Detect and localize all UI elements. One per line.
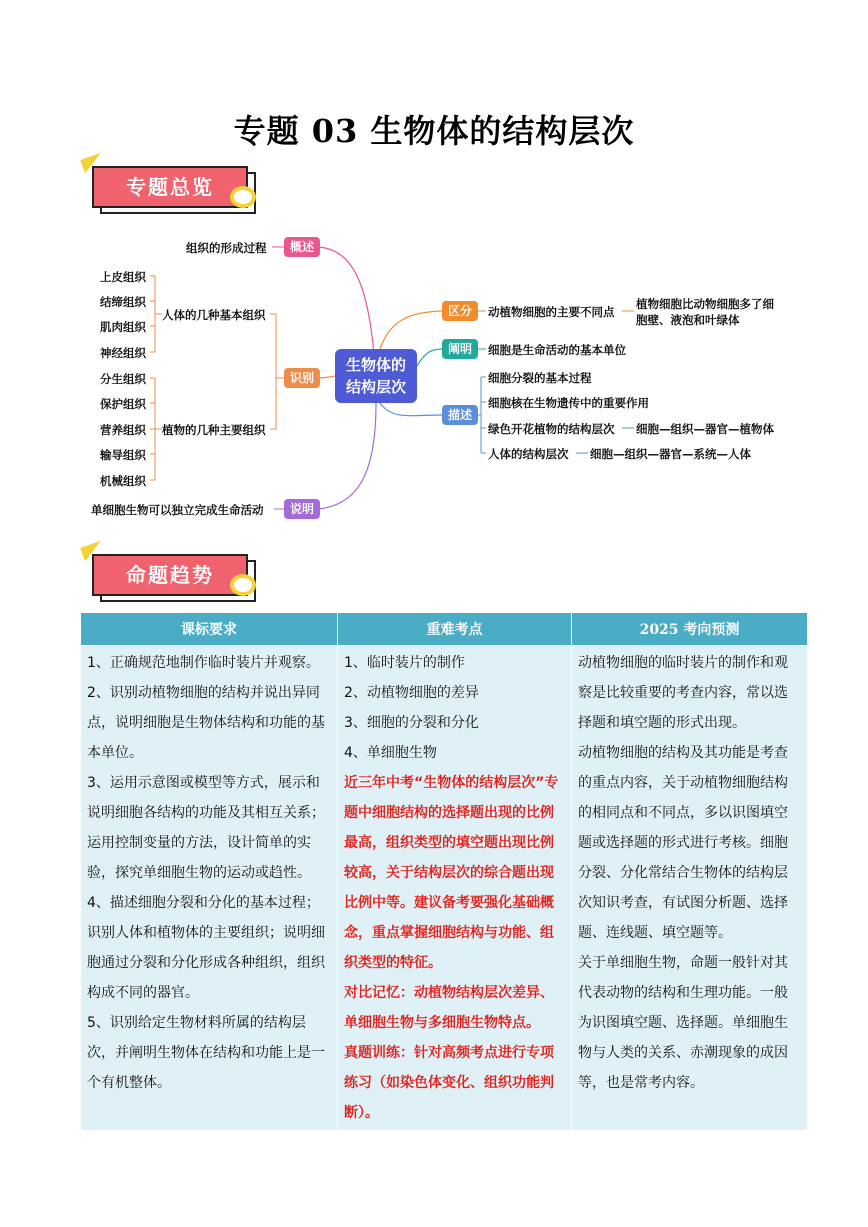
plant-tissue-item: 营养组织 <box>100 423 146 437</box>
human-tissue-item: 结缔组织 <box>100 295 146 309</box>
distinguish-detail-1: 植物细胞比动物细胞多了细 <box>636 297 774 311</box>
page-title: 专题 03 生物体的结构层次 <box>233 112 635 150</box>
tag-describe: 描述 <box>442 405 478 425</box>
table-row <box>81 646 808 1131</box>
forecast-item: 动植物细胞的结构及其功能是考查的重点内容，关于动植物细胞结构的相同点和不同点，多以识图填空题或选择题的形式进行考核。细胞分裂、分化常结合生物体的结构层次知识考查，有试图分析题、选择题、连线题、填空题等。 <box>578 745 788 941</box>
describe-item: 绿色开花植物的结构层次 <box>488 422 615 436</box>
ring-icon <box>230 574 256 596</box>
curriculum-item: 4、描述细胞分裂和分化的基本过程；识别人体和植物体的主要组织；说明细胞通过分裂和分化形成各种组织，组织构成不同的器官。 <box>87 895 325 1001</box>
mind-map-center <box>335 349 417 403</box>
plant-tissue-item: 机械组织 <box>100 474 146 488</box>
ribbon-label: 专题总览 <box>92 166 248 208</box>
distinguish-detail-2: 胞壁、液泡和叶绿体 <box>636 313 740 327</box>
key-point-item: 3、细胞的分裂和分化 <box>344 715 479 731</box>
human-tissues-label: 人体的几种基本组织 <box>162 308 266 322</box>
plant-levels: 细胞—组织—器官—植物体 <box>636 422 774 436</box>
tag-overview: 概述 <box>284 237 320 257</box>
describe-item: 人体的结构层次 <box>488 447 569 461</box>
key-points-cell <box>338 646 572 1131</box>
key-point-item: 4、单细胞生物 <box>344 745 437 761</box>
explain-item: 单细胞生物可以独立完成生命活动 <box>91 503 264 517</box>
header-cell: 重难考点 <box>338 613 572 646</box>
header-cell: 课标要求 <box>81 613 338 646</box>
key-point-item: 2、动植物细胞的差异 <box>344 685 479 701</box>
overview-item: 组织的形成过程 <box>186 241 267 255</box>
key-point-item: 1、临时装片的制作 <box>344 655 465 671</box>
trend-table <box>80 612 808 1131</box>
tag-identify: 识别 <box>284 368 320 388</box>
plant-tissue-item: 保护组织 <box>100 397 146 411</box>
mind-map <box>0 0 868 540</box>
human-levels: 细胞—组织—器官—系统—人体 <box>590 447 751 461</box>
curriculum-item: 3、运用示意图或模型等方式，展示和说明细胞各结构的功能及其相互关系；运用控制变量的方法，设计简单的实验，探究单细胞生物的运动或趋性。 <box>87 775 325 881</box>
human-tissue-item: 肌肉组织 <box>100 320 146 334</box>
curriculum-item: 5、识别给定生物材料所属的结构层次，并阐明生物体在结构和功能上是一个有机整体。 <box>87 1015 325 1091</box>
plant-tissue-item: 分生组织 <box>100 372 146 386</box>
header-cell: 2025 考向预测 <box>572 613 808 646</box>
emphasis-text: 真题训练：针对高频考点进行专项练习（如染色体变化、组织功能判断）。 <box>344 1045 554 1121</box>
plant-tissues-label: 植物的几种主要组织 <box>162 423 266 437</box>
section-ribbon-trend <box>92 552 272 604</box>
ribbon-label: 命题趋势 <box>92 554 248 596</box>
tag-explain: 说明 <box>284 499 320 519</box>
human-tissue-item: 神经组织 <box>100 346 146 360</box>
describe-item: 细胞核在生物遗传中的重要作用 <box>488 396 649 410</box>
forecast-cell <box>572 646 808 1131</box>
forecast-item: 关于单细胞生物，命题一般针对其代表动物的结构和生理功能。一般为识图填空题、选择题。单细胞生物与人类的关系、赤潮现象的成因等，也是常考内容。 <box>578 955 788 1091</box>
emphasis-text: 近三年中考“生物体的结构层次”专题中细胞结构的选择题出现的比例最高，组织类型的填空题出现比例较高，关于结构层次的综合题出现比例中等。建议备考要强化基础概念，重点掌握细胞结构与功能、组织类型的特征。 <box>344 775 559 971</box>
plant-tissue-item: 输导组织 <box>100 448 146 462</box>
curriculum-item: 2、识别动植物细胞的结构并说出异同点，说明细胞是生物体结构和功能的基本单位。 <box>87 685 325 761</box>
clarify-item: 细胞是生命活动的基本单位 <box>488 343 626 357</box>
tag-distinguish: 区分 <box>442 301 478 321</box>
curriculum-item: 1、正确规范地制作临时装片并观察。 <box>87 655 320 671</box>
curriculum-cell <box>81 646 338 1131</box>
table-header-row <box>81 613 808 646</box>
emphasis-text: 对比记忆：动植物结构层次差异、单细胞生物与多细胞生物特点。 <box>344 985 554 1031</box>
tag-clarify: 阐明 <box>442 339 478 359</box>
center-label: 生物体的结构层次 <box>346 356 407 396</box>
forecast-item: 动植物细胞的临时装片的制作和观察是比较重要的考查内容，常以选择题和填空题的形式出现。 <box>578 655 788 731</box>
human-tissue-item: 上皮组织 <box>100 270 146 284</box>
distinguish-item: 动植物细胞的主要不同点 <box>488 305 615 319</box>
describe-item: 细胞分裂的基本过程 <box>488 371 592 385</box>
